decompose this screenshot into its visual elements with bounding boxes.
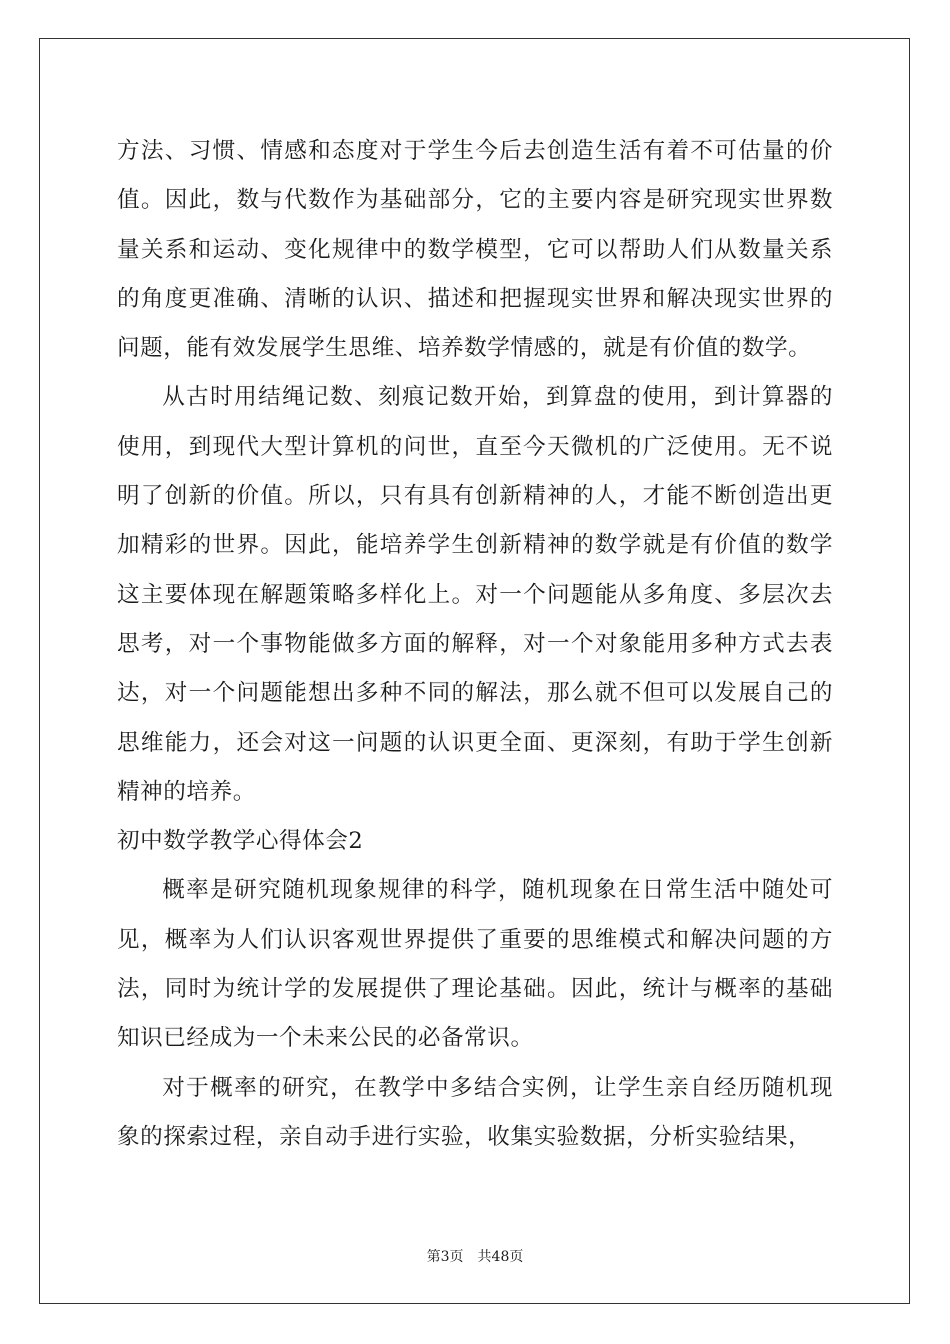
document-body — [117, 127, 833, 1162]
paragraph-1: 方法、习惯、情感和态度对于学生今后去创造生活有着不可估量的价值。因此，数与代数作为基础部分，它的主要内容是研究现实世界数量关系和运动、变化规律中的数学模型，它可以帮助人们从数量关系的角度更准确、清晰的认识、描述和把握现实世界和解决现实世界的问题，能有效发展学生思维、培养数学情感的，就是有价值的数学。 — [117, 138, 833, 362]
section-heading: 初中数学教学心得体会2 — [117, 828, 364, 855]
page-number: 第3页 — [426, 1249, 464, 1265]
paragraph-2: 从古时用结绳记数、刻痕记数开始，到算盘的使用，到计算器的使用，到现代大型计算机的问世，直至今天微机的广泛使用。无不说明了创新的价值。所以，只有具有创新精神的人，才能不断创造出更加精彩的世界。因此，能培养学生创新精神的数学就是有价值的数学这主要体现在解题策略多样化上。对一个问题能从多角度、多层次去思考，对一个事物能做多方面的解释，对一个对象能用多种方式去表达，对一个问题能想出多种不同的解法，那么就不但可以发展自己的思维能力，还会对这一问题的认识更全面、更深刻，有助于学生创新精神的培养。 — [117, 384, 833, 805]
paragraph-3: 概率是研究随机现象规律的科学，随机现象在日常生活中随处可见，概率为人们认识客观世界提供了重要的思维模式和解决问题的方法，同时为统计学的发展提供了理论基础。因此，统计与概率的基础知识已经成为一个未来公民的必备常识。 — [117, 877, 833, 1052]
page-footer — [0, 1247, 950, 1267]
paragraph-4: 对于概率的研究，在教学中多结合实例，让学生亲自经历随机现象的探索过程，亲自动手进行实验，收集实验数据，分析实验结果， — [117, 1074, 833, 1150]
page-total: 共48页 — [477, 1249, 524, 1265]
